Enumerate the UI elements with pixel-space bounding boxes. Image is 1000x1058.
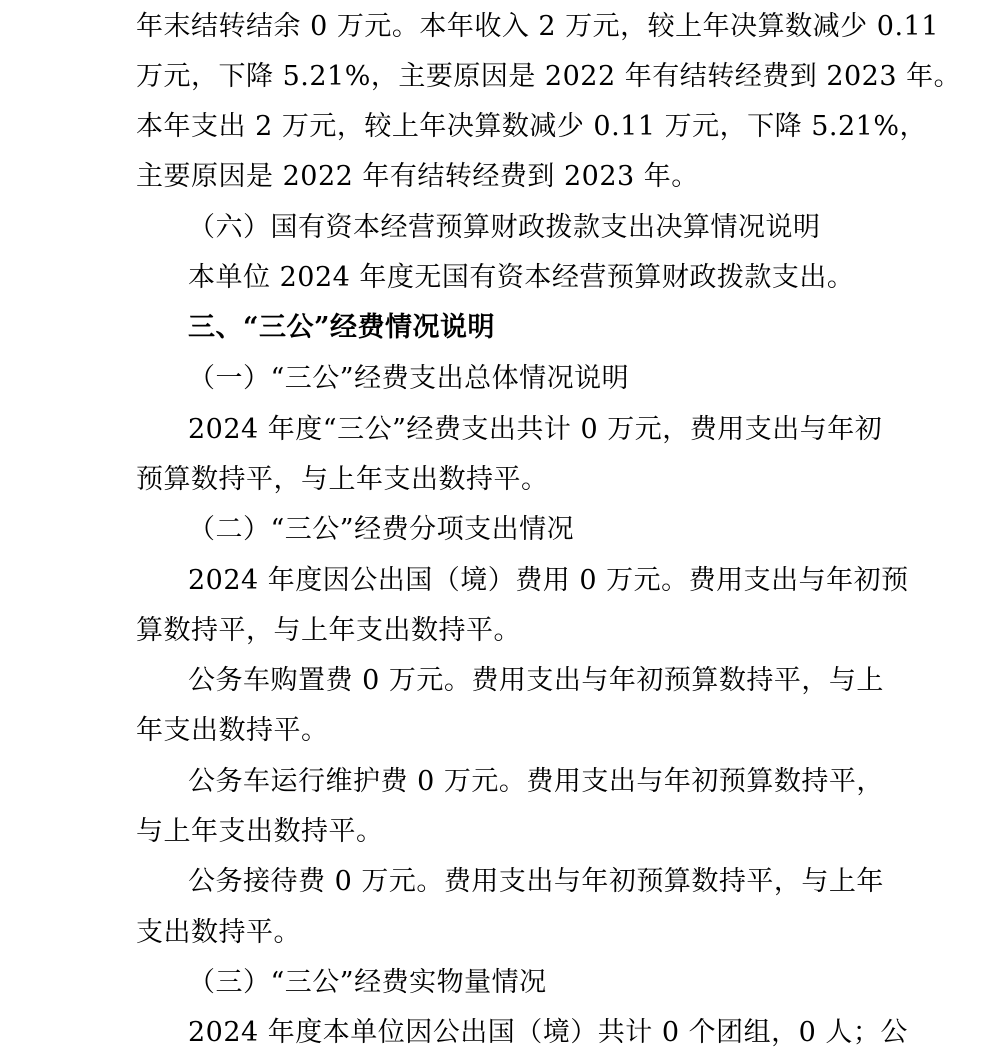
paragraph-line: 支出数持平。 [136,917,301,948]
chapter-heading: 三、“三公”经费情况说明 [188,312,496,343]
paragraph-line: 万元，下降 5.21%，主要原因是 2022 年有结转经费到 2023 年。 [136,61,962,92]
paragraph-line: 主要原因是 2022 年有结转经费到 2023 年。 [136,161,699,192]
section-heading: （六）国有资本经营预算财政拨款支出决算情况说明 [188,212,821,243]
section-heading: （三）“三公”经费实物量情况 [188,967,547,998]
section-heading: （二）“三公”经费分项支出情况 [188,514,575,545]
paragraph-line: 2024 年度“三公”经费支出共计 0 万元，费用支出与年初 [188,414,883,445]
paragraph-line: 公务车运行维护费 0 万元。费用支出与年初预算数持平， [188,766,884,797]
paragraph-line: 年末结转结余 0 万元。本年收入 2 万元，较上年决算数减少 0.11 [136,11,939,42]
paragraph-line: 与上年支出数持平。 [136,816,384,847]
paragraph-line: 算数持平，与上年支出数持平。 [136,615,521,646]
paragraph-line: 本单位 2024 年度无国有资本经营预算财政拨款支出。 [188,262,855,293]
paragraph-line: 2024 年度因公出国（境）费用 0 万元。费用支出与年初预 [188,565,909,596]
paragraph-line: 预算数持平，与上年支出数持平。 [136,464,549,495]
paragraph-line: 公务车购置费 0 万元。费用支出与年初预算数持平，与上 [188,665,884,696]
section-heading: （一）“三公”经费支出总体情况说明 [188,363,630,394]
paragraph-line: 本年支出 2 万元，较上年决算数减少 0.11 万元，下降 5.21%， [136,111,927,142]
paragraph-line: 年支出数持平。 [136,715,329,746]
paragraph-line: 2024 年度本单位因公出国（境）共计 0 个团组，0 人；公 [188,1017,908,1048]
paragraph-line: 公务接待费 0 万元。费用支出与年初预算数持平，与上年 [188,866,884,897]
